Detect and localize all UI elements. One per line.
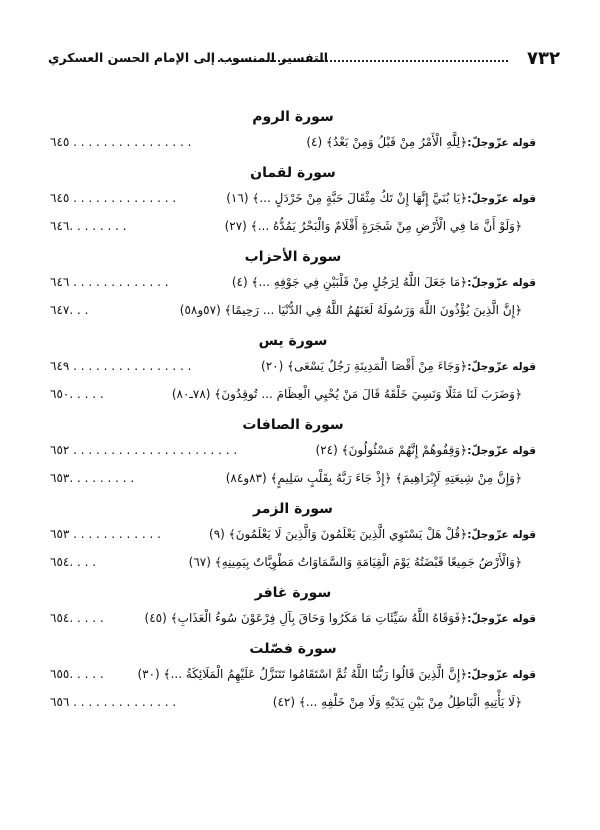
page-reference: ٦٤٥ . . . . . . . . . . . . . .: [50, 191, 177, 205]
verse-entry: [50, 128, 536, 156]
verse-quote: ﴿وَقِفُوهُمْ إِنَّهُمْ مَسْئُولُونَ﴾ (٢٤): [315, 443, 468, 457]
page-reference: ٦٤٦. . . . . . . .: [50, 219, 127, 233]
verse-prefix: قوله عزّوجلّ:: [467, 361, 536, 373]
verse-quote: ﴿إِنَّ الَّذِينَ قَالُوا رَبُّنَا اللَّهُ ثُمَّ اسْتَقَامُوا تَتَنَزَّلُ عَلَيْهِمُ الْمَلَائِكَةُ ...﴾ (٣٠): [137, 667, 468, 681]
verse-text-group: [226, 464, 522, 492]
page-number: ٧٣٢: [527, 48, 560, 69]
verse-text-group: [273, 688, 522, 716]
verse-text-group: [306, 128, 536, 157]
verse-quote: ﴿وَلَوْ أَنَّ مَا فِي الْأَرْضِ مِنْ شَجَرَةٍ أَقْلَامٌ وَالْبَحْرُ يَمُدُّهُ ...﴾ (٢٧): [224, 219, 522, 233]
page-reference: ٦٥٤. . . .: [50, 555, 97, 569]
verse-quote: ﴿وَالْأَرْضُ جَمِيعًا قَبْضَتُهُ يَوْمَ الْقِيَامَةِ وَالسَّمَاوَاتُ مَطْوِيَّاتٌ بِيَمِينِهِ﴾ (٦٧): [188, 555, 522, 569]
verse-prefix: قوله عزّوجلّ:: [467, 445, 536, 457]
page-reference: ٦٥٥. . . . .: [50, 667, 104, 681]
running-title: التفسير المنسوب إلى الإمام الحسن العسكري: [48, 50, 329, 65]
verse-prefix: قوله عزّوجلّ:: [467, 529, 536, 541]
verse-entry: [50, 604, 536, 632]
verse-entry: [50, 660, 536, 688]
verse-entry: [50, 184, 536, 212]
page-header: [48, 46, 560, 76]
surah-title: سورة فصّلت: [249, 641, 337, 657]
surah-title: سورة الروم: [252, 109, 334, 125]
verse-quote: ﴿فَوَقَاهُ اللَّهُ سَيِّئَاتِ مَا مَكَرُوا وَحَاقَ بِآلِ فِرْعَوْنَ سُوءُ الْعَذَابِ﴾ (٤٥): [144, 611, 468, 625]
verse-text-group: [225, 212, 522, 240]
page-reference: ٦٥٢ . . . . . . . . . . . . . . . . . . . . . .: [50, 443, 238, 457]
surah-title: سورة الزمر: [253, 501, 333, 517]
verse-quote: ﴿وَضَرَبَ لَنَا مَثَلًا وَنَسِيَ خَلْقَهُ قَالَ مَنْ يُحْيِي الْعِظَامَ ... تُوقِدُونَ﴾ (٧٨ـ٨٠): [171, 387, 522, 401]
page-reference: ٦٥٦ . . . . . . . . . . . . . .: [50, 695, 177, 709]
surah-title: سورة يس: [258, 333, 328, 349]
page-reference: ٦٤٥ . . . . . . . . . . . . . . . .: [50, 135, 192, 149]
verse-entry: [50, 268, 536, 296]
verse-text-group: [145, 604, 536, 633]
surah-title: سورة غافر: [254, 585, 332, 601]
verse-prefix: قوله عزّوجلّ:: [467, 137, 536, 149]
page-reference: ٦٥٣. . . . . . . . .: [50, 471, 135, 485]
verse-text-group: [316, 436, 537, 465]
page-reference: ٦٥٠. . . . .: [50, 387, 104, 401]
surah-title: سورة الأحزاب: [244, 249, 342, 265]
surah-title: سورة الصافات: [242, 417, 344, 433]
verse-quote: ﴿لِلَّهِ الْأَمْرُ مِنْ قَبْلُ وَمِنْ بَعْدُ﴾ (٤): [306, 135, 468, 149]
page-reference: ٦٥٣ . . . . . . . . . . . .: [50, 527, 161, 541]
verse-text-group: [209, 520, 536, 549]
verse-quote: ﴿لَا يَأْتِيهِ الْبَاطِلُ مِنْ بَيْنِ يَدَيْهِ وَلَا مِنْ خَلْفِهِ ...﴾ (٤٢): [272, 695, 522, 709]
verse-text-group: [232, 268, 536, 297]
verse-entry: [50, 212, 536, 240]
verse-quote: ﴿وَجَاءَ مِنْ أَقْصَا الْمَدِينَةِ رَجُلٌ يَسْعَى﴾ (٢٠): [261, 359, 468, 373]
index-content: [50, 100, 536, 716]
verse-text-group: [180, 296, 522, 324]
verse-entry: [50, 296, 536, 324]
verse-entry: [50, 548, 536, 576]
verse-text-group: [172, 380, 522, 408]
verse-quote: ﴿يَا بُنَيَّ إِنَّهَا إِنْ تَكُ مِثْقَالَ حَبَّةٍ مِنْ خَرْدَلٍ ...﴾ (١٦): [226, 191, 468, 205]
verse-entry: [50, 380, 536, 408]
verse-text-group: [137, 660, 536, 689]
verse-entry: [50, 520, 536, 548]
verse-text-group: [189, 548, 522, 576]
verse-entry: [50, 352, 536, 380]
verse-entry: [50, 436, 536, 464]
verse-prefix: قوله عزّوجلّ:: [467, 613, 536, 625]
page-reference: ٦٤٧. . .: [50, 303, 89, 317]
page-reference: ٦٤٩ . . . . . . . . . . . . . . . .: [50, 359, 192, 373]
verse-quote: ﴿مَا جَعَلَ اللَّهُ لِرَجُلٍ مِنْ قَلْبَيْنِ فِي جَوْفِهِ ...﴾ (٤): [231, 275, 468, 289]
verse-prefix: قوله عزّوجلّ:: [467, 193, 536, 205]
surah-title: سورة لقمان: [250, 165, 336, 181]
page-reference: ٦٤٦ . . . . . . . . . . . . .: [50, 275, 169, 289]
verse-text-group: [226, 184, 536, 213]
verse-entry: [50, 464, 536, 492]
verse-prefix: قوله عزّوجلّ:: [467, 669, 536, 681]
verse-entry: [50, 688, 536, 716]
page-reference: ٦٥٤. . . . .: [50, 611, 104, 625]
verse-text-group: [261, 352, 536, 381]
verse-quote: ﴿قُلْ هَلْ يَسْتَوِي الَّذِينَ يَعْلَمُونَ وَالَّذِينَ لَا يَعْلَمُونَ﴾ (٩): [209, 527, 468, 541]
verse-prefix: قوله عزّوجلّ:: [467, 277, 536, 289]
verse-quote: ﴿إِنَّ الَّذِينَ يُؤْذُونَ اللَّهَ وَرَسُولَهُ لَعَنَهُمُ اللَّهُ فِي الدُّنْيَا ... رَحِيمًا﴾ (٥٧و٥٨): [179, 303, 522, 317]
verse-quote: ﴿وَإِنَّ مِنْ شِيعَتِهِ لَإِبْرَاهِيمَ﴾ ﴿إِذْ جَاءَ رَبَّهُ بِقَلْبٍ سَلِيمٍ﴾ (٨٣و٨٤): [225, 471, 522, 485]
